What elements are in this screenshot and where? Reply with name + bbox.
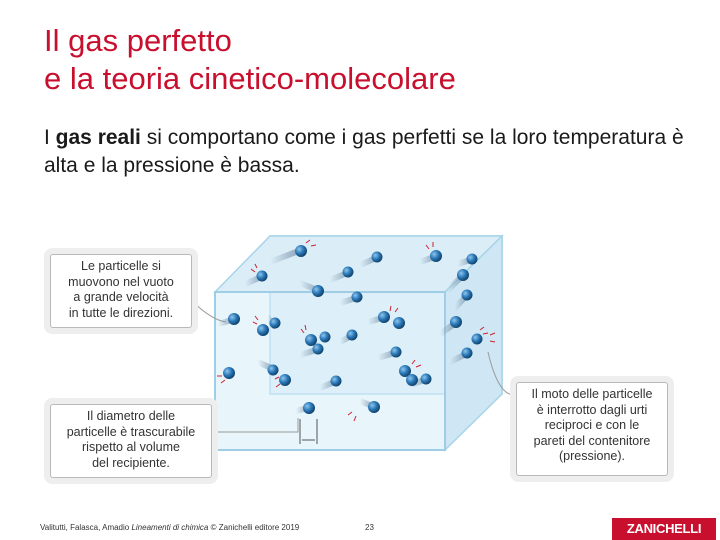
molecule	[257, 271, 268, 282]
molecule	[472, 334, 483, 345]
molecule	[462, 348, 473, 359]
molecule	[368, 401, 380, 413]
callout-diameter-line: rispetto al volume	[82, 440, 180, 454]
molecule	[343, 267, 354, 278]
molecule	[270, 318, 281, 329]
callout-collisions-line: è interrotto dagli urti	[536, 402, 648, 417]
callout-collisions-line: (pressione).	[559, 449, 625, 463]
footer-credit	[40, 523, 299, 532]
body-rest: si comportano come i gas perfetti se la loro temperatura è alta e la pressione è bassa.	[44, 126, 684, 177]
molecule	[320, 332, 331, 343]
footer-authors: Valitutti, Falasca, Amadio	[40, 523, 132, 532]
molecule	[279, 374, 291, 386]
molecule	[347, 330, 358, 341]
molecule	[378, 311, 390, 323]
publisher-logo: ZANICHELLI	[612, 518, 716, 540]
container-box	[215, 236, 502, 450]
molecule	[467, 254, 478, 265]
body-prefix: I	[44, 126, 56, 149]
molecule	[228, 313, 240, 325]
callout-collisions-line: pareti del contenitore	[533, 433, 651, 448]
body-bold-term: gas reali	[55, 126, 141, 149]
callout-diameter-line: del recipiente.	[92, 455, 170, 470]
molecule	[305, 334, 317, 346]
footer-publisher: © Zanichelli editore 2019	[208, 523, 300, 532]
molecule	[257, 324, 269, 336]
molecule	[268, 365, 279, 376]
callout-motion-line: Le particelle si	[81, 259, 161, 273]
callout-motion	[50, 254, 192, 328]
molecule	[457, 269, 469, 281]
molecule	[421, 374, 432, 385]
callout-collisions	[516, 382, 668, 476]
molecule	[391, 347, 402, 358]
molecule	[295, 245, 307, 257]
page-number: 23	[365, 523, 374, 532]
molecule	[312, 285, 324, 297]
molecule	[406, 374, 418, 386]
callout-diameter-line: particelle è trascurabile	[66, 424, 196, 439]
molecule	[303, 402, 315, 414]
callout-diameter-line: Il diametro delle	[86, 409, 176, 423]
molecule	[430, 250, 442, 262]
molecule	[331, 376, 342, 387]
molecule	[462, 290, 473, 301]
molecule	[393, 317, 405, 329]
molecule	[223, 367, 235, 379]
callout-collisions-line: Il moto delle particelle	[531, 387, 653, 401]
molecule	[372, 252, 383, 263]
callout-motion-line: in tutte le direzioni.	[68, 305, 174, 320]
callout-motion-line: a grande velocità	[73, 290, 169, 304]
molecule	[450, 316, 462, 328]
molecule	[352, 292, 363, 303]
callout-diameter	[50, 404, 212, 478]
molecule	[313, 344, 324, 355]
callout-motion-line: muovono nel vuoto	[68, 274, 174, 289]
footer-book-title: Lineamenti di chimica	[131, 523, 209, 532]
title-line-2: e la teoria cinetico-molecolare	[44, 61, 456, 96]
title-line-1: Il gas perfetto	[44, 23, 232, 58]
callout-collisions-line: reciproci e con le	[544, 418, 640, 432]
